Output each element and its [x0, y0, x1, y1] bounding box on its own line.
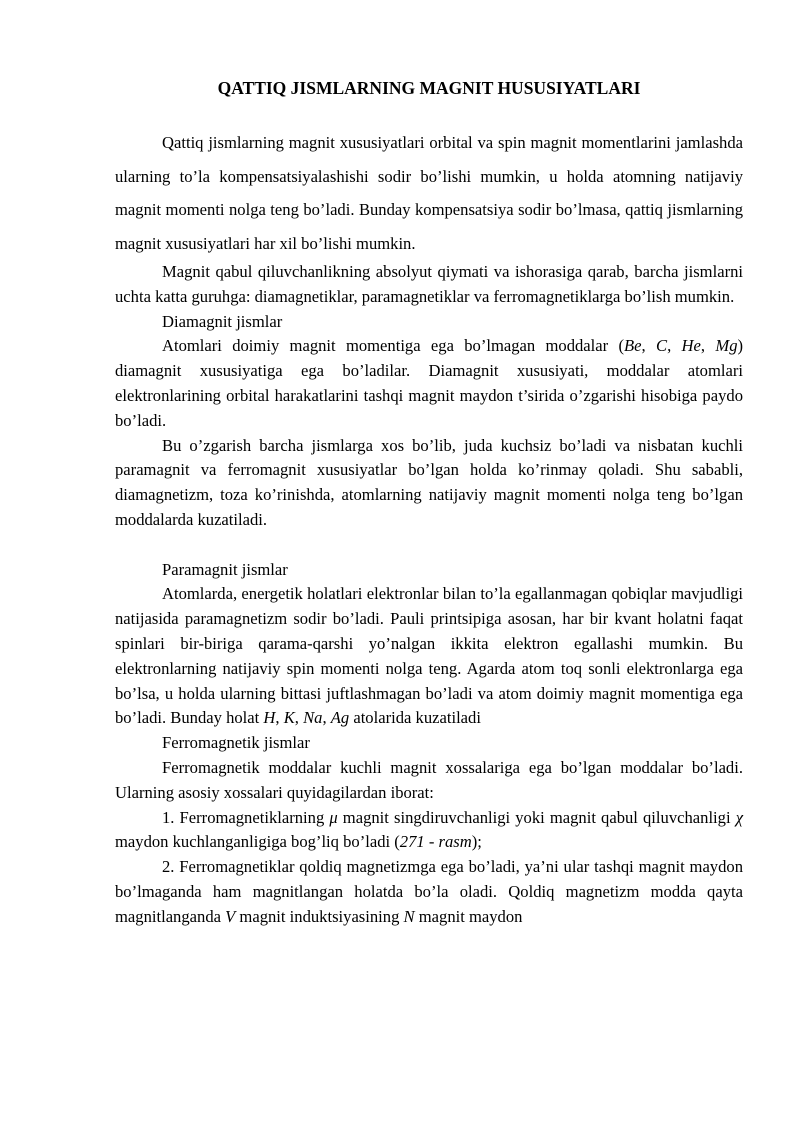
page-title: QATTIQ JISMLARNING MAGNIT HUSUSIYATLARI [217, 78, 641, 98]
paragraph-paramagnetic: Atomlarda, energetik holatlari elektronlar bilan to’la egallanmagan qobiqlar mavjudligi natijasida paramagnetizm sodir bo’ladi. Pauli printsipiga asosan, har bir kvant holatni faqat spinlari bir-biriga qarama-qarshi yo’nalgan ikkita elektron egallashi mumkin. Bu elektronlarning natijaviy spin momenti nolga teng. Agarda atom toq sonli elektronlarga ega bo’lsa, u holda ularning bittasi juftlashmagan bo’ladi va atom doimiy magnit momentiga ega bo’ladi. Bunday holat H, K, Na, Ag atolarida kuzatiladi [115, 584, 743, 728]
section-heading-diamagnetic: Diamagnit jismlar [162, 311, 283, 331]
paragraph-intro: Qattiq jismlarning magnit xususiyatlari orbital va spin magnit momentlarini jamlashda ularning to’la kompensatsiyalashishi sodir bo’lishi mumkin, u holda atomning natijaviy magnit momenti nolga teng bo’ladi. Bunday kompensatsiya sodir bo’lmasa, qattiq jismlarning magnit xususiyatlari har xil bo’lishi mumkin. [115, 133, 743, 253]
paragraph-ferromagnetic: Ferromagnetik moddalar kuchli magnit xossalariga ega bo’lgan moddalar bo’ladi. Ularning asosiy xossalari quyidagilardan iborat: [115, 757, 743, 802]
list-item-2: 2. Ferromagnetiklar qoldiq magnetizmga ega bo’ladi, ya’ni ular tashqi magnit maydon bo’lmaganda ham magnitlangan holatda bo’la oladi. Qoldiq magnetizm modda qayta magnitlanganda V magnit induktsiyasining N magnit maydon [115, 857, 743, 926]
paragraph-classification: Magnit qabul qiluvchanlikning absolyut qiymati va ishorasiga qarab, barcha jismlarni uchta katta guruhga: diamagnetiklar, paramagnetiklar va ferromagnetiklarga bo’lish mumkin. [115, 262, 743, 306]
blank-line [115, 533, 743, 558]
paragraph-diamagnetic-definition: Atomlari doimiy magnit momentiga ega bo’lmagan moddalar (Be, C, He, Mg) diamagnit xususiyatiga ega bo’ladilar. Diamagnit xususiyati, moddalar atomlari elektronlarining orbital harakatlarini tashqi magnit maydon t’sirida o’zgarishi hisobiga paydo bo’ladi. [115, 336, 744, 430]
paragraph-diamagnetism-note: Bu o’zgarish barcha jismlarga xos bo’lib, juda kuchsiz bo’ladi va nisbatan kuchli paramagnit va ferromagnit xususiyatlar bo’lgan holda ko’rinmay qoladi. Shu sababli, diamagnetizm, toza ko’rinishda, atomlarning natijaviy magnit momenti nolga teng bo’lgan moddalarda kuzatiladi. [115, 435, 743, 529]
section-heading-ferromagnetic: Ferromagnetik jismlar [162, 733, 310, 753]
list-item-1: 1. Ferromagnetiklarning μ magnit singdiruvchanligi yoki magnit qabul qiluvchanligi χ maydon kuchlanganligiga bog’liq bo’ladi (271 - rasm); [115, 807, 743, 852]
section-heading-paramagnetic: Paramagnit jismlar [162, 559, 288, 579]
document-page [115, 77, 743, 930]
